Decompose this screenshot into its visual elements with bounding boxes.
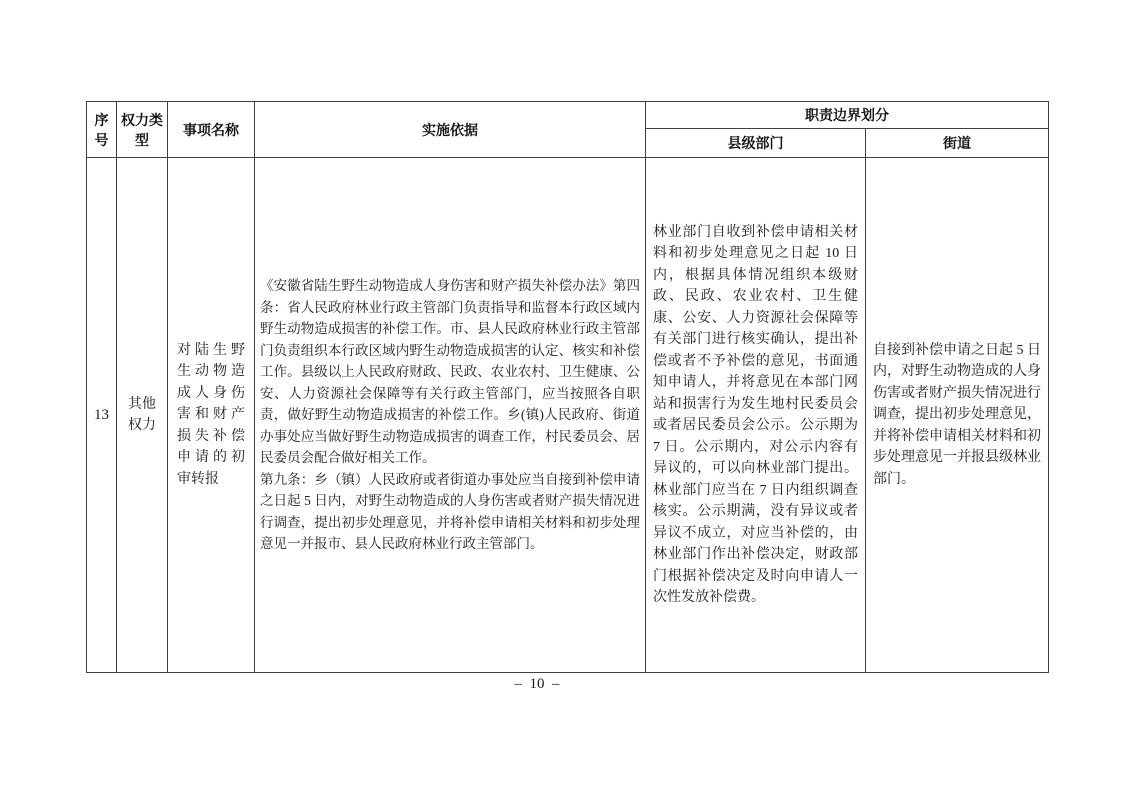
cell-county-department xyxy=(646,158,866,673)
page-number: – 10 – xyxy=(514,676,560,692)
table-row xyxy=(87,158,1049,673)
responsibility-table xyxy=(86,101,1049,673)
cell-power-type: 其他权力 xyxy=(117,158,168,673)
header-serial-number: 序号 xyxy=(87,102,117,158)
county-department-text: 林业部门自收到补偿申请相关材料和初步处理意见之日起 10 日内，根据具体情况组织本级财政、民政、农业农村、卫生健康、公安、人力资源社会保障等有关部门进行核实确认，提出补偿或者不予补偿的意见，书面通知申请人，并将意见在本部门网站和损害行为发生地村民委员会或者居民委员会公示。公示期为 7 日。公示期内，对公示内容有异议的，可以向林业部门提出。林业部门应当在 7 日内组织调查核实。公示期满，没有异议或者异议不成立，对应当补偿的，由林业部门作出补偿决定，财政部门根据补偿决定及时向申请人一次性发放补偿费。 xyxy=(653,224,858,605)
header-implementation-basis: 实施依据 xyxy=(255,102,646,158)
cell-street xyxy=(866,158,1049,673)
cell-item-name: 对陆生野生动物造成人身伤害和财产损失补偿申请的初审转报 xyxy=(168,158,255,673)
basis-paragraph-1: 《安徽省陆生野生动物造成人身伤害和财产损失补偿办法》第四条：省人民政府林业行政主管部门负责指导和监督本行政区域内野生动物造成损害的补偿工作。市、县人民政府林业行政主管部门负责组织本行政区域内野生动物造成损害的认定、核实和补偿工作。县级以上人民政府财政、民政、农业农村、卫生健康、公安、人力资源社会保障等有关行政主管部门，应当按照各自职责，做好野生动物造成损害的补偿工作。乡(镇)人民政府、街道办事处应当做好野生动物造成损害的调查工作，村民委员会、居民委员会配合做好相关工作。 xyxy=(260,278,640,466)
cell-implementation-basis xyxy=(255,158,646,673)
header-street: 街道 xyxy=(866,129,1049,158)
street-text: 自接到补偿申请之日起 5 日内，对野生动物造成的人身伤害或者财产损失情况进行调查，提出初步处理意见，并将补偿申请相关材料和初步处理意见一并报县级林业部门。 xyxy=(873,342,1041,487)
basis-paragraph-2: 第九条：乡（镇）人民政府或者街道办事处应当自接到补偿申请之日起 5 日内，对野生动物造成的人身伤害或者财产损失情况进行调查，提出初步处理意见，并将补偿申请相关材料和初步处理意见一并报市、县人民政府林业行政主管部门。 xyxy=(260,471,640,552)
header-county-department: 县级部门 xyxy=(646,129,866,158)
header-responsibility-division: 职责边界划分 xyxy=(646,102,1049,129)
header-power-type: 权力类型 xyxy=(117,102,168,158)
cell-serial-number: 13 xyxy=(87,158,117,673)
header-item-name: 事项名称 xyxy=(168,102,255,158)
